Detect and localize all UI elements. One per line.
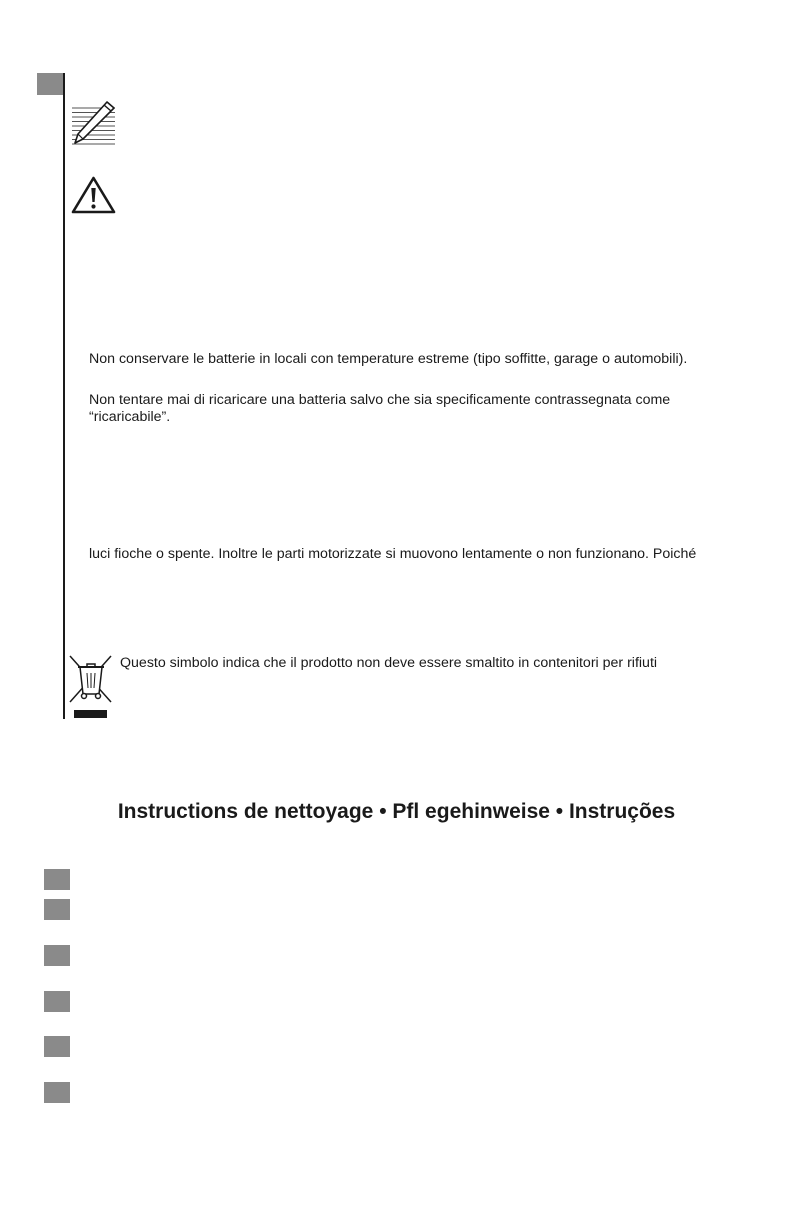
section-vertical-rule — [63, 73, 65, 719]
language-tab-marker — [37, 73, 64, 95]
crossed-out-wheelie-bin-icon — [68, 654, 114, 719]
language-marker — [44, 1036, 70, 1057]
battery-recharge-warning-line2: “ricaricabile”. — [89, 409, 171, 425]
language-marker — [44, 991, 70, 1012]
battery-recharge-warning-line1: Non tentare mai di ricaricare una batteria salvo che sia specificamente contrassegnata come — [89, 392, 671, 408]
language-marker — [44, 899, 70, 920]
low-battery-symptoms-text: luci fioche o spente. Inoltre le parti motorizzate si muovono lentamente o non funzionano. Poiché — [89, 546, 697, 562]
language-marker — [44, 869, 70, 890]
battery-storage-warning: Non conservare le batterie in locali con temperature estreme (tipo soffitte, garage o automobili). — [89, 351, 688, 367]
language-marker — [44, 1082, 70, 1103]
language-marker — [44, 945, 70, 966]
note-pencil-icon — [71, 100, 117, 148]
disposal-notice-text: Questo simbolo indica che il prodotto non deve essere smaltito in contenitori per rifiuti — [120, 655, 658, 671]
warning-triangle-icon — [70, 175, 117, 215]
cleaning-instructions-heading: Instructions de nettoyage • Pfl egehinweise • Instruções — [117, 800, 676, 823]
